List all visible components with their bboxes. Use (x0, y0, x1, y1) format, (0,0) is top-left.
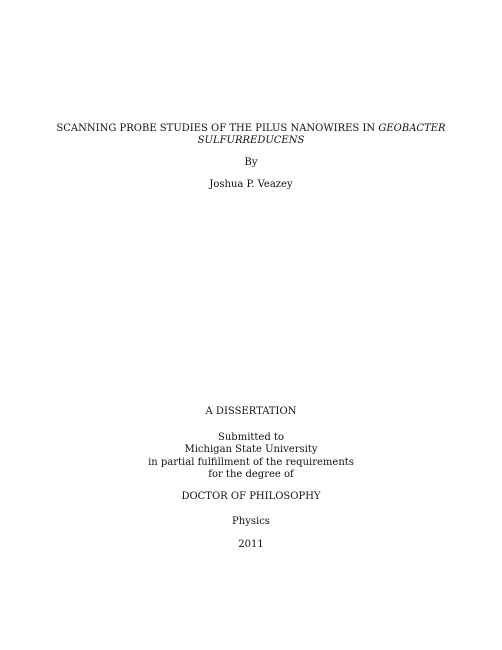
author-name: Joshua P. Veazey (209, 179, 293, 190)
fulfillment-statement: in partial fulfillment of the requirements (148, 457, 354, 468)
title-line-1 (0, 123, 502, 135)
title-organism-species: SULFURREDUCENS (197, 135, 305, 146)
submitted-to: Submitted to (218, 432, 284, 443)
year: 2011 (238, 539, 264, 550)
byline-by: By (244, 157, 258, 168)
title-organism-genus: GEOBACTER (378, 123, 446, 134)
title-main-text: SCANNING PROBE STUDIES OF THE PILUS NANOWIRES IN (56, 123, 376, 134)
field-of-study: Physics (232, 516, 270, 527)
degree-intro: for the degree of (208, 469, 294, 480)
degree-name: DOCTOR OF PHILOSOPHY (181, 491, 321, 502)
institution-name: Michigan State University (184, 444, 318, 455)
document-type: A DISSERTATION (205, 406, 297, 417)
